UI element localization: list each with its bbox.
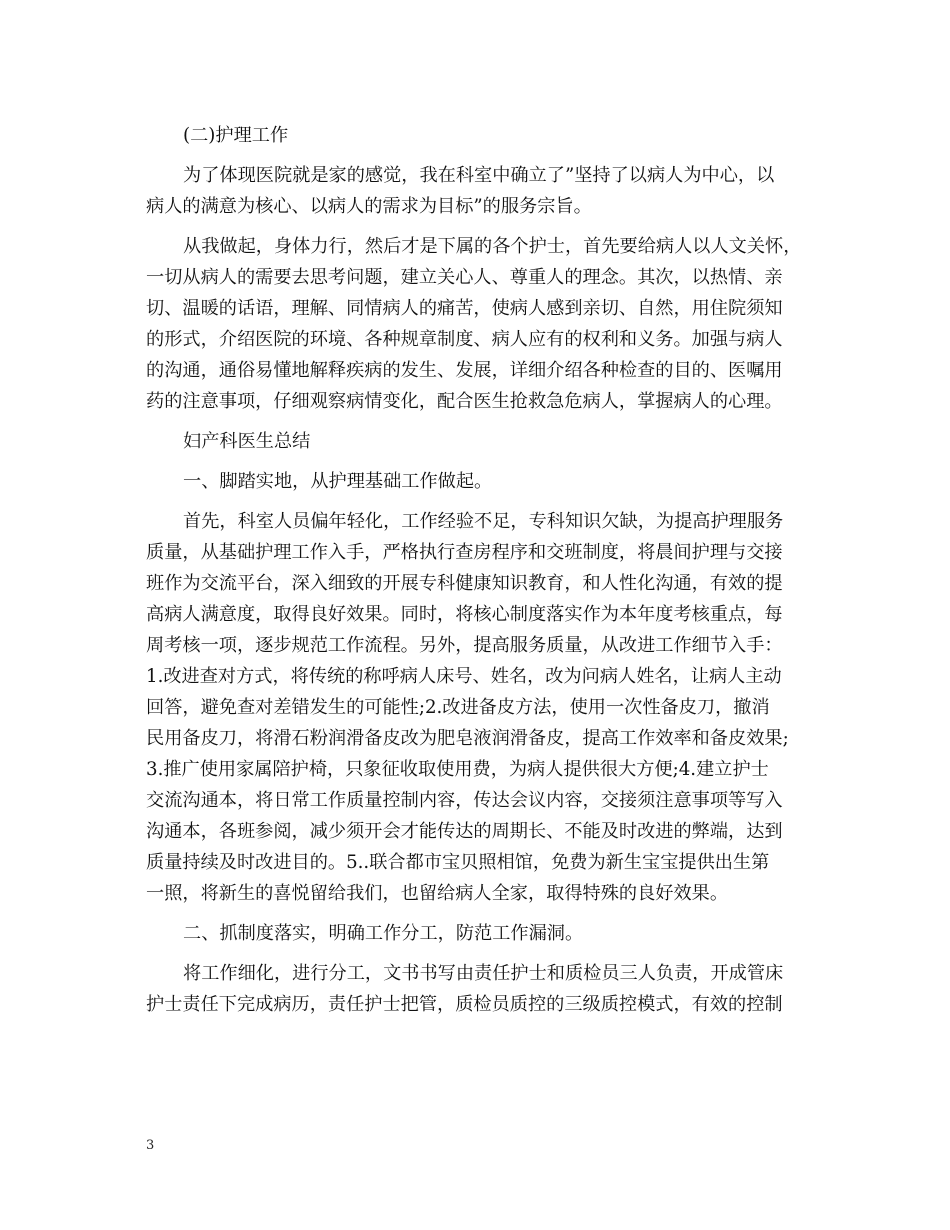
paragraph-line: 质量，从基础护理工作入手，严格执行查房程序和交班制度，将晨间护理与交接 (146, 542, 783, 563)
paragraph-line: 民用备皮刀，将滑石粉润滑备皮改为肥皂液润滑备皮，提高工作效率和备皮效果; (146, 728, 789, 749)
paragraph-first-line: 为了体现医院就是家的感觉，我在科室中确立了”坚持了以病人为中心，以 (183, 165, 775, 186)
paragraph-first-line: 从我做起，身体力行，然后才是下属的各个护士，首先要给病人以人文关怀， (183, 236, 802, 257)
paragraph-first-line: 将工作细化，进行分工，文书书写由责任护士和质检员三人负责，开成管床 (183, 963, 784, 984)
paragraph-line: 班作为交流平台，深入细致的开展专科健康知识教育，和人性化沟通，有效的提 (146, 573, 783, 594)
paragraph-first-line: 一、脚踏实地，从护理基础工作做起。 (183, 471, 493, 492)
paragraph-first-line: 首先，科室人员偏年轻化，工作经验不足，专科知识欠缺，为提高护理服务 (183, 511, 784, 532)
paragraph-line: 1.改进查对方式，将传统的称呼病人床号、姓名，改为问病人姓名，让病人主动 (146, 666, 782, 687)
paragraph-line: 药的注意事项，仔细观察病情变化，配合医生抢救急危病人，掌握病人的心理。 (146, 391, 783, 412)
paragraph-line: 的沟通，通俗易懂地解释疾病的发生、发展，详细介绍各种检查的目的、医嘱用 (146, 360, 783, 381)
paragraph-line: 护士责任下完成病历，责任护士把管，质检员质控的三级质控模式，有效的控制 (146, 994, 783, 1015)
paragraph-line: 周考核一项，逐步规范工作流程。另外，提高服务质量，从改进工作细节入手： (146, 635, 783, 656)
paragraph-line: 交流沟通本，将日常工作质量控制内容，传达会议内容，交接须注意事项等写入 (146, 790, 783, 811)
paragraph-line: 的形式，介绍医院的环境、各种规章制度、病人应有的权利和义务。加强与病人 (146, 329, 783, 350)
paragraph-line: 质量持续及时改进目的。5..联合都市宝贝照相馆，免费为新生宝宝提供出生第 (146, 852, 770, 873)
paragraph-line: 沟通本，各班参阅，减少须开会才能传达的周期长、不能及时改进的弊端，达到 (146, 821, 783, 842)
document-body (146, 120, 806, 1020)
paragraph-line: 一切从病人的需要去思考问题，建立关心人、尊重人的理念。其次，以热情、亲 (146, 267, 783, 288)
paragraph-line: 3.推广使用家属陪护椅，只象征收取使用费，为病人提供很大方便;4.建立护士 (146, 759, 769, 780)
paragraph-line: 病人的满意为核心、以病人的需求为目标”的服务宗旨。 (146, 196, 592, 217)
paragraph-line: 回答，避免查对差错发生的可能性;2.改进备皮方法，使用一次性备皮刀，撤消 (146, 697, 770, 718)
paragraph-line: 一照，将新生的喜悦留给我们，也留给病人全家，取得特殊的良好效果。 (146, 883, 729, 904)
paragraph-line: 切、温暖的话语，理解、同情病人的痛苦，使病人感到亲切、自然，用住院须知 (146, 298, 783, 319)
paragraph-first-line: (二)护理工作 (183, 125, 289, 146)
paragraph-first-line: 二、抓制度落实，明确工作分工，防范工作漏洞。 (183, 923, 584, 944)
paragraph-first-line: 妇产科医生总结 (183, 431, 311, 452)
paragraph-line: 高病人满意度，取得良好效果。同时，将核心制度落实作为本年度考核重点，每 (146, 604, 783, 625)
page-number: 3 (146, 1138, 155, 1153)
